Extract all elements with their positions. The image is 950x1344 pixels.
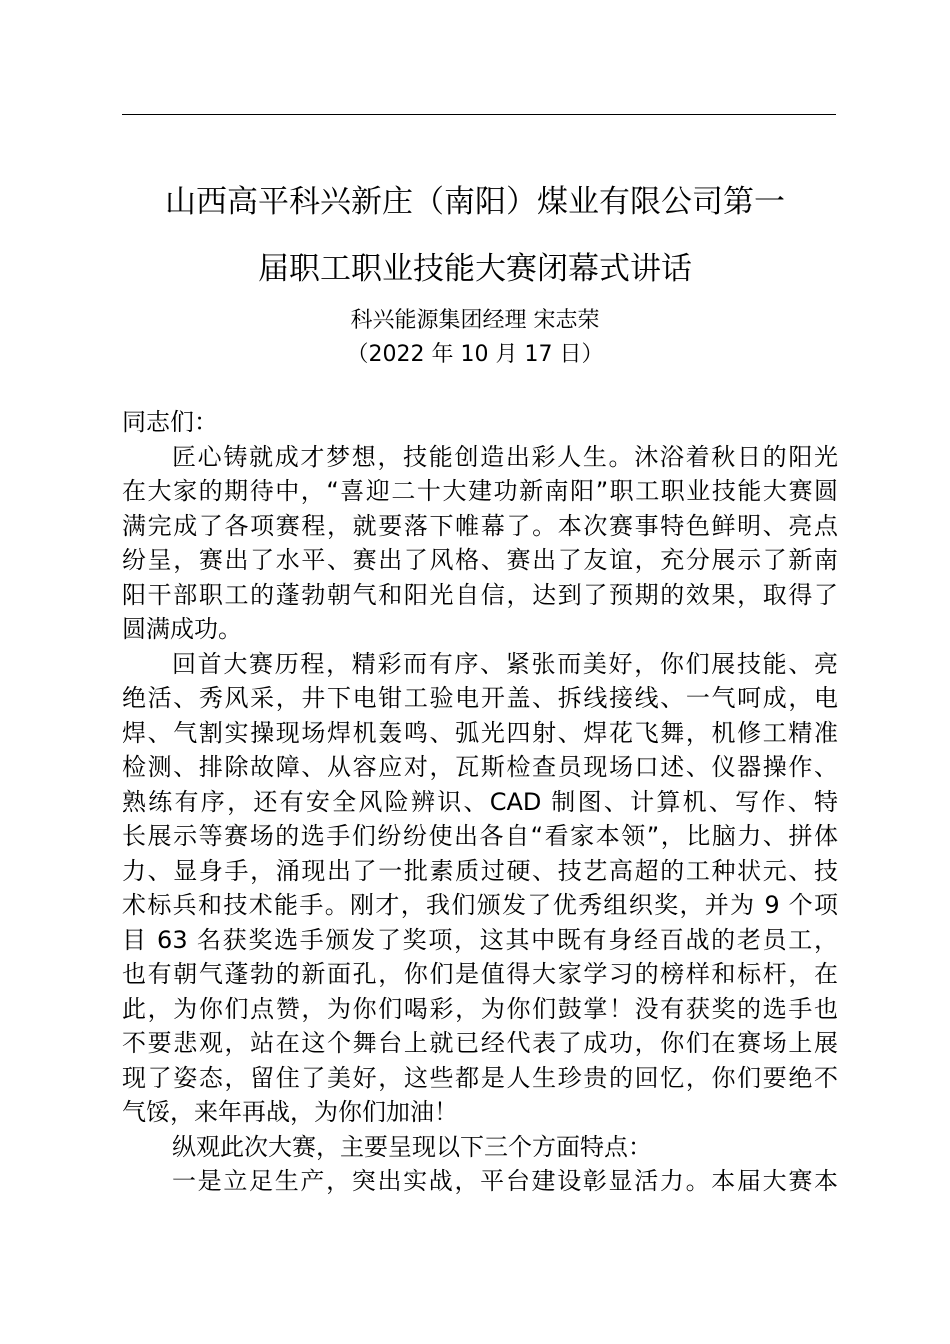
- body-line: 也有朝气蓬勃的新面孔，你们是值得大家学习的榜样和标杆，在: [122, 960, 838, 988]
- body-line: 满完成了各项赛程，就要落下帷幕了。本次赛事特色鲜明、亮点: [122, 511, 838, 540]
- document-date: （2022 年 10 月 17 日）: [346, 342, 604, 367]
- body-line: 焊、气割实操现场焊机轰鸣、弧光四射、焊花飞舞，机修工精准: [122, 718, 838, 747]
- body-line: 此，为你们点赞，为你们喝彩，为你们鼓掌！没有获奖的选手也: [122, 994, 838, 1023]
- body-line: 力、显身手，涌现出了一批素质过硬、技艺高超的工种状元、技: [122, 856, 838, 885]
- body-line: 目 63 名获奖选手颁发了奖项，这其中既有身经百战的老员工，: [122, 925, 838, 954]
- body-line: 长展示等赛场的选手们纷纷使出各自“看家本领”，比脑力、拼体: [122, 822, 838, 850]
- document-title-line-2: 届职工职业技能大赛闭幕式讲话: [258, 251, 692, 287]
- body-line: 不要悲观，站在这个舞台上就已经代表了成功，你们在赛场上展: [122, 1029, 838, 1057]
- body-line: 阳干部职工的蓬勃朝气和阳光自信，达到了预期的效果，取得了: [122, 580, 838, 609]
- document-author: 科兴能源集团经理 宋志荣: [350, 308, 600, 333]
- body-line: 术标兵和技术能手。刚才，我们颁发了优秀组织奖，并为 9 个项: [122, 891, 838, 919]
- body-line: 现了姿态，留住了美好，这些都是人生珍贵的回忆，你们要绝不: [122, 1063, 838, 1092]
- body-line: 纵观此次大赛，主要呈现以下三个方面特点：: [172, 1132, 652, 1161]
- body-line: 匠心铸就成才梦想，技能创造出彩人生。沐浴着秋日的阳光: [172, 442, 838, 471]
- body-line: 气馁，来年再战，为你们加油！: [122, 1098, 458, 1126]
- body-line: 熟练有序，还有安全风险辨识、CAD 制图、计算机、写作、特: [122, 787, 838, 816]
- body-line: 绝活、秀风采，井下电钳工验电开盖、拆线接线、一气呵成，电: [122, 684, 838, 712]
- body-line: 在大家的期待中，“喜迎二十大建功新南阳”职工职业技能大赛圆: [122, 477, 838, 505]
- salutation: 同志们：: [122, 408, 218, 436]
- body-line: 一是立足生产，突出实战，平台建设彰显活力。本届大赛本: [172, 1167, 838, 1195]
- header-rule: [122, 114, 836, 115]
- document-title-line-1: 山西高平科兴新庄（南阳）煤业有限公司第一: [165, 184, 785, 220]
- body-line: 圆满成功。: [122, 615, 242, 643]
- document-body: [122, 405, 838, 1199]
- body-line: 纷呈，赛出了水平、赛出了风格、赛出了友谊，充分展示了新南: [122, 546, 838, 574]
- body-line: 检测、排除故障、从容应对，瓦斯检查员现场口述、仪器操作、: [122, 753, 838, 781]
- body-line: 回首大赛历程，精彩而有序、紧张而美好，你们展技能、亮: [172, 649, 838, 678]
